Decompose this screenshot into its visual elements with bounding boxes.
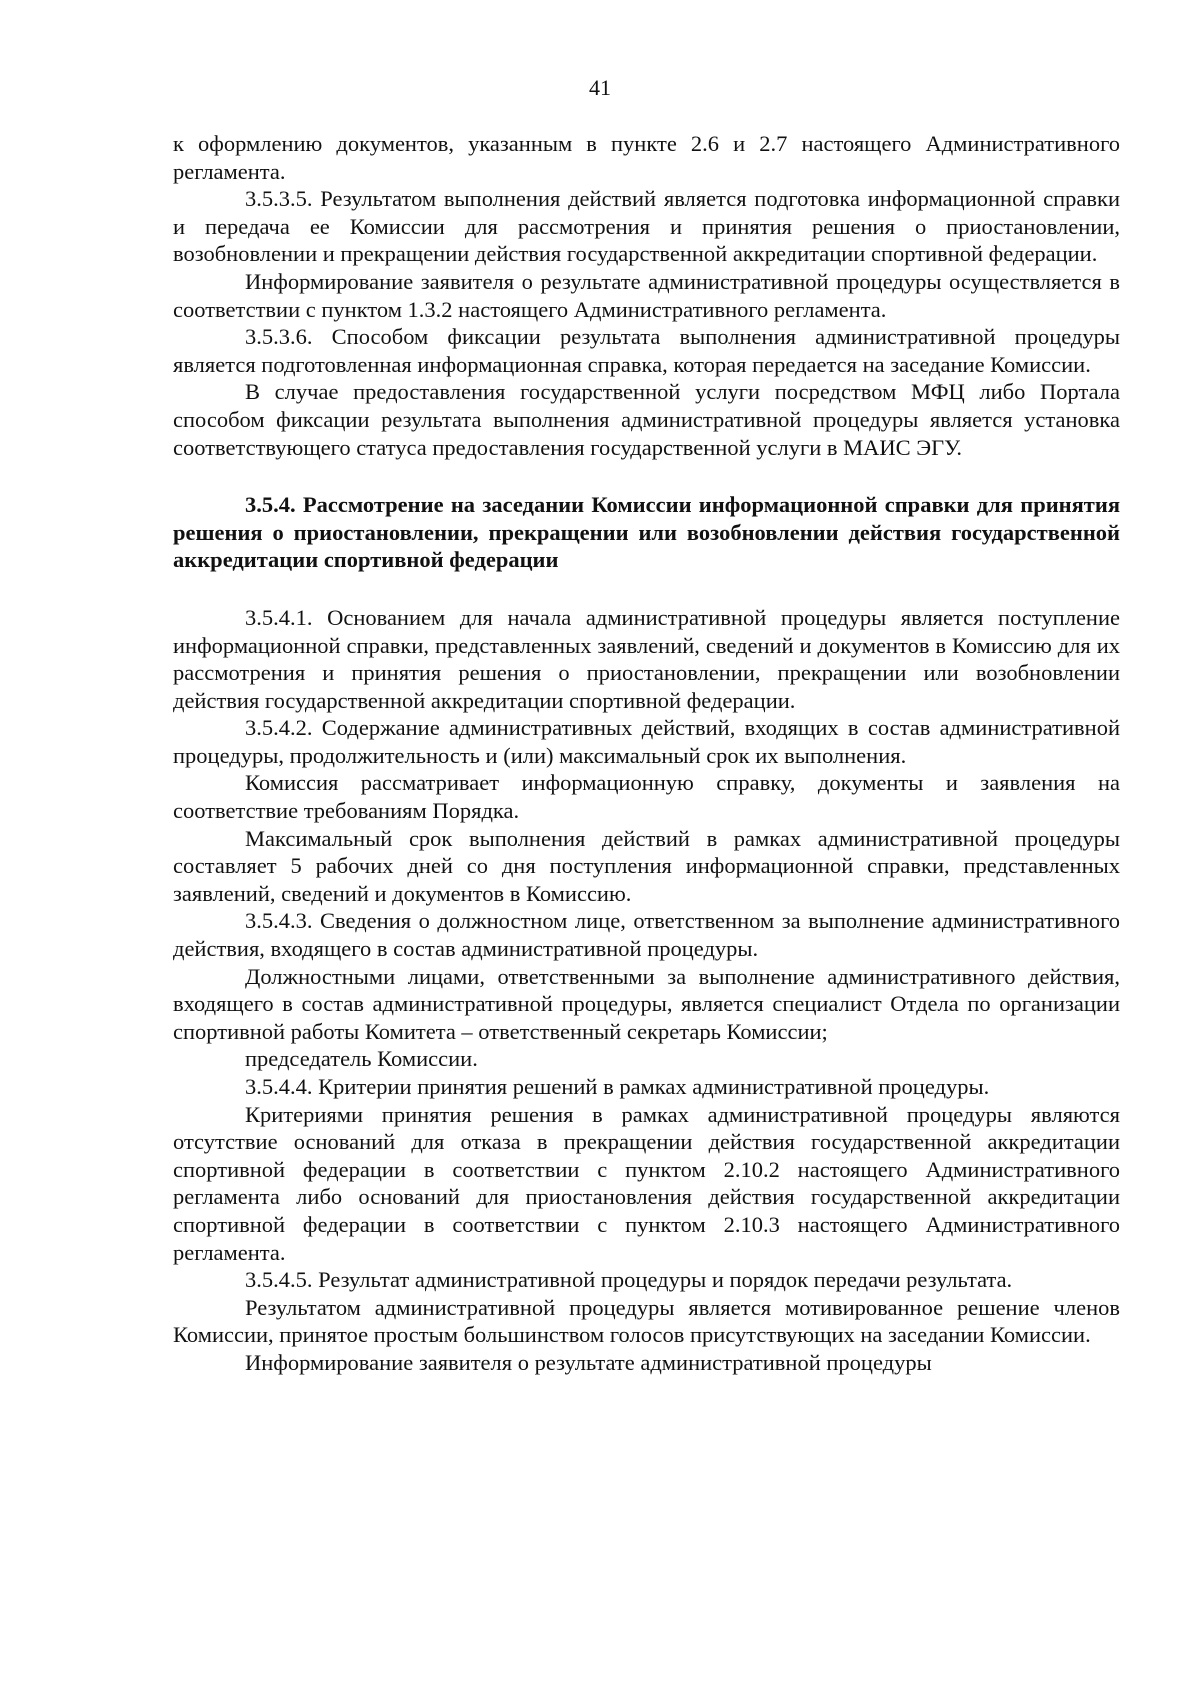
paragraph: 3.5.4.3. Сведения о должностном лице, ответственном за выполнение административного действия, входящего в состав административной процедуры. <box>173 908 1120 962</box>
paragraph: Результатом административной процедуры является мотивированное решение членов Комиссии, принятое простым большинством голосов присутствующих на заседании Комиссии. <box>173 1294 1120 1348</box>
paragraph: 3.5.4.1. Основанием для начала административной процедуры является поступление информационной справки, представленных заявлений, сведений и документов в Комиссию для их рассмотрения и принятия решения о приостановлении, прекращении или возобновлении действия государственной аккредитации спортивной федерации. <box>173 604 1120 713</box>
paragraph: Комиссия рассматривает информационную справку, документы и заявления на соответствие требованиям Порядка. <box>173 770 1120 824</box>
paragraph: 3.5.4.4. Критерии принятия решений в рамках административной процедуры. <box>245 1074 990 1099</box>
paragraph: 3.5.4.5. Результат административной процедуры и порядок передачи результата. <box>245 1267 1013 1293</box>
page-number: 41 <box>589 75 611 100</box>
paragraph: Должностными лицами, ответственными за выполнение административного действия, входящего в состав административной процедуры, является специалист Отдела по организации спортивной работы Комитета – ответственный секретарь Комиссии; <box>173 963 1120 1044</box>
paragraph: В случае предоставления государственной услуги посредством МФЦ либо Портала способом фиксации результата выполнения административной процедуры является установка соответствующего статуса предоставления государственной услуги в МАИС ЭГУ. <box>173 379 1120 460</box>
paragraph: председатель Комиссии. <box>245 1046 478 1072</box>
paragraph: к оформлению документов, указанным в пункте 2.6 и 2.7 настоящего Административного регламента. <box>173 131 1120 184</box>
paragraph: Информирование заявителя о результате административной процедуры <box>245 1349 932 1375</box>
section-heading: 3.5.4. Рассмотрение на заседании Комиссии информационной справки для принятия решения о приостановлении, прекращении или возобновлении действия государственной аккредитации спортивной федерации <box>173 492 1120 573</box>
paragraph: Критериями принятия решения в рамках административной процедуры являются отсутствие оснований для отказа в прекращении действия государственной аккредитации спортивной федерации в соответствии с пунктом 2.10.2 настоящего Административного регламента либо оснований для приостановления действия государственной аккредитации спортивной федерации в соответствии с пунктом 2.10.3 настоящего Административного регламента. <box>173 1101 1120 1265</box>
paragraph: 3.5.3.5. Результатом выполнения действий является подготовка информационной справки и передача ее Комиссии для рассмотрения и принятия решения о приостановлении, возобновлении и прекращении действия государственной аккредитации спортивной федерации. <box>173 186 1120 267</box>
paragraph: 3.5.4.2. Содержание административных действий, входящих в состав административной процедуры, продолжительность и (или) максимальный срок их выполнения. <box>173 715 1120 768</box>
paragraph: 3.5.3.6. Способом фиксации результата выполнения административной процедуры является подготовленная информационная справка, которая передается на заседание Комиссии. <box>173 324 1120 377</box>
paragraph: Информирование заявителя о результате административной процедуры осуществляется в соответствии с пунктом 1.3.2 настоящего Административного регламента. <box>173 268 1120 322</box>
paragraph: Максимальный срок выполнения действий в рамках административной процедуры составляет 5 рабочих дней со дня поступления информационной справки, представленных заявлений, сведений и документов в Комиссию. <box>173 825 1120 906</box>
document-body <box>173 130 1120 1377</box>
